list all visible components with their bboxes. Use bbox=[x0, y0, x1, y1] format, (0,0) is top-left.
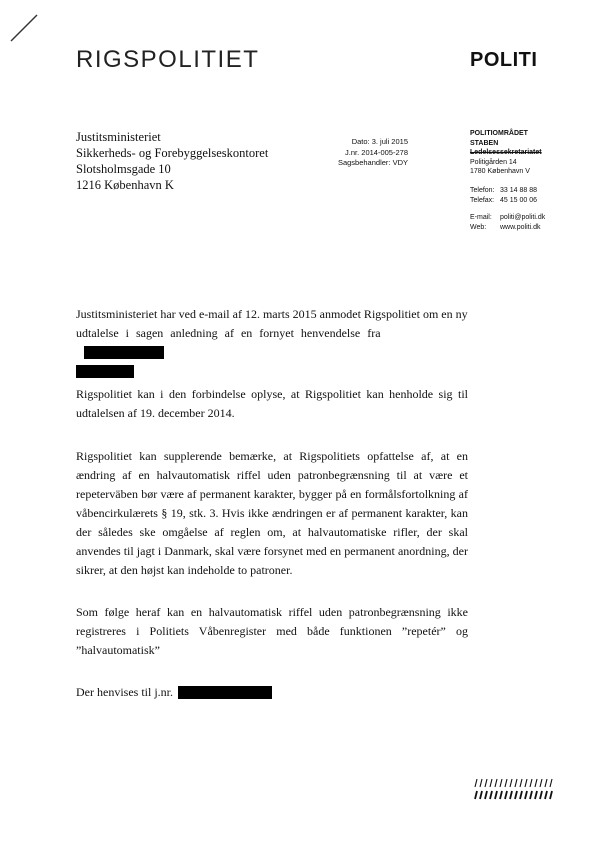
paragraph-reference: Rigspolitiet kan i den forbindelse oplyse, at Rigspolitiet kan henholde sig til udtalelsen af 19. december 2014. bbox=[76, 387, 468, 420]
fax-label: Telefax: bbox=[470, 196, 495, 204]
fax-row bbox=[470, 196, 580, 206]
email-row bbox=[470, 213, 580, 223]
redaction-box bbox=[84, 346, 164, 359]
phone-label: Telefon: bbox=[470, 186, 495, 194]
sender-office: Ledelsessekretariatet bbox=[470, 149, 542, 157]
meta-jnr: J.nr. 2014-005-278 bbox=[345, 147, 408, 157]
redaction-box bbox=[76, 365, 134, 378]
paragraph-remark: Rigspolitiet kan supplerende bemærke, at Rigspolitiets opfattelse af, at en ændring af en halvautomatisk riffel uden patronbegrænsning til at være et repeterväben bør være af permanent karakter, bygger på en formålsfortolkning af våbencirkulærets § 19, stk. 3. Hvis ikke ændringen er af permanent karakter, kan der således ske omgåelse af reglen om, at halvautomatiske rifler, der skal anvendes til jagt i Danmark, skal være forsynet med en permanent anordning, der sikrer, at den højst kan indeholde to patroner. bbox=[76, 449, 468, 577]
recipient-line: Sikkerheds- og Forebyggelseskontoret bbox=[76, 146, 269, 160]
sender-unit: POLITIOMRÅDET bbox=[470, 130, 528, 137]
barcode-icon bbox=[472, 778, 554, 800]
sender-contact bbox=[470, 129, 580, 232]
case-ref-text: Der henvises til j.nr. bbox=[76, 685, 173, 699]
paragraph-conclusion: Som følge heraf kan en halvautomatisk riffel uden patronbegrænsning ikke registreres i Politiets Våbenregister med både funktionen ”repetér” og ”halvautomatisk” bbox=[76, 605, 468, 657]
meta-handler: Sagsbehandler: VDY bbox=[337, 158, 408, 167]
recipient-line: 1216 København K bbox=[76, 178, 174, 192]
email-value: politi@politi.dk bbox=[500, 214, 546, 222]
letterhead-title: RIGSPOLITIET bbox=[76, 46, 260, 73]
politi-logo: POLITI bbox=[470, 49, 538, 71]
paragraph-request bbox=[76, 305, 468, 381]
paragraph-case-ref bbox=[76, 683, 468, 702]
paragraph-line bbox=[76, 324, 468, 362]
sender-dept: STABEN bbox=[470, 139, 499, 147]
web-row bbox=[470, 223, 580, 233]
email-label: E-mail: bbox=[470, 214, 492, 222]
recipient-address bbox=[76, 129, 268, 193]
phone-row bbox=[470, 186, 580, 196]
fax-value: 45 15 00 06 bbox=[500, 196, 537, 204]
web-value: www.politi.dk bbox=[500, 223, 541, 231]
phone-value: 33 14 88 88 bbox=[500, 186, 537, 194]
recipient-line: Slotsholmsgade 10 bbox=[76, 162, 171, 176]
sender-street: Politigården 14 bbox=[470, 158, 517, 166]
web-label: Web: bbox=[470, 223, 487, 231]
paragraph-line: Justitsministeriet har ved e-mail af 12. marts 2015 anmodet Rigspolitiet om en ny bbox=[76, 307, 468, 321]
recipient-line: Justitsministeriet bbox=[76, 130, 161, 144]
redaction-box bbox=[178, 686, 272, 699]
document-meta bbox=[278, 137, 408, 169]
paragraph-line bbox=[76, 362, 468, 381]
pen-slash-icon bbox=[8, 12, 40, 44]
paragraph-line-text: udtalelse i sagen anledning af en fornyet henvendelse fra bbox=[76, 326, 381, 340]
sender-city: 1780 København V bbox=[470, 168, 530, 176]
meta-date: Dato: 3. juli 2015 bbox=[351, 137, 408, 146]
